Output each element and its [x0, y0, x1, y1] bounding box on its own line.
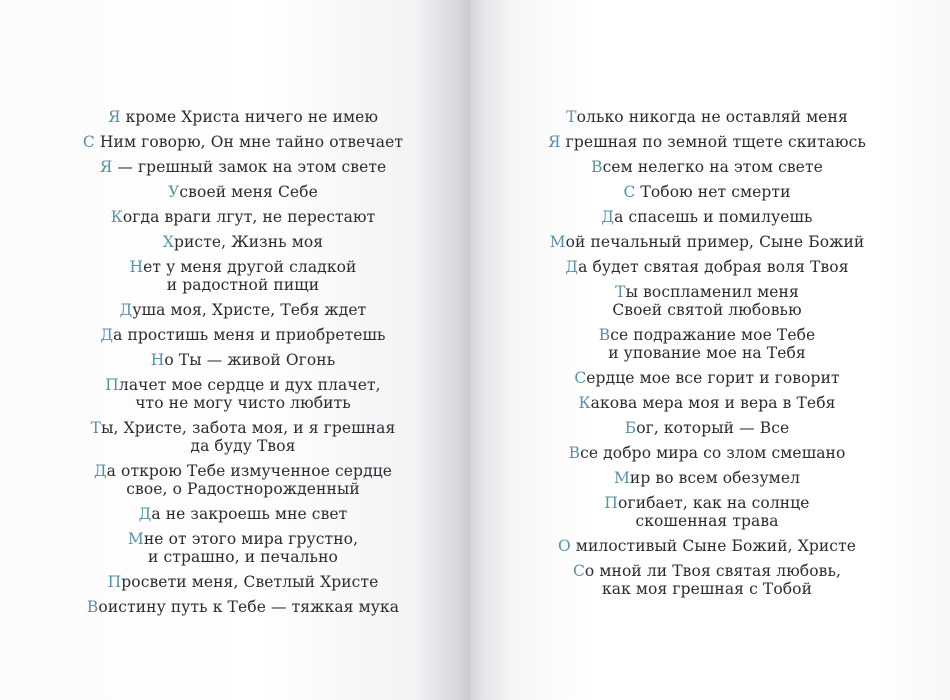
verse [470, 108, 944, 126]
verse-initial: Д [138, 505, 152, 523]
verse-line [470, 258, 944, 276]
verse-text: а открою Тебе измученное сердце [106, 462, 393, 480]
verse [470, 258, 944, 276]
verse-line [16, 437, 470, 455]
verse-line [16, 419, 470, 437]
verse-text: не от этого мира грустно, [143, 530, 359, 548]
verse-initial: П [105, 376, 119, 394]
verse-text: и радостной пищи [166, 276, 320, 294]
verse-text: а спасешь и помилуешь [614, 208, 813, 226]
verse-text: огда враги лгут, не перестают [122, 208, 376, 226]
verse-line [470, 108, 944, 126]
verse-initial: В [598, 326, 611, 344]
verse-line [470, 158, 944, 176]
verse [470, 537, 944, 555]
verse-initial: Д [565, 258, 579, 276]
verse-line [470, 494, 944, 512]
verse-initial: Д [93, 462, 107, 480]
verse-initial: Д [601, 208, 615, 226]
verse-text: ристе, Жизнь моя [173, 233, 324, 251]
verse-text: оистину путь к Тебе — тяжкая мука [98, 598, 400, 616]
right-page [470, 0, 950, 700]
verse-text: грешная по земной тщете скитаюсь [560, 133, 866, 151]
verse-initial: В [591, 158, 603, 176]
verse-line [470, 344, 944, 362]
verse-line [470, 469, 944, 487]
verse-initial: К [578, 394, 591, 412]
verse-text: акова мера моя и вера в Тебя [590, 394, 836, 412]
verse-line [470, 444, 944, 462]
verse-text: Своей святой любовью [612, 301, 802, 319]
verse-text: что не могу чисто любить [135, 394, 351, 412]
verse-text: а будет святая добрая воля Твоя [578, 258, 849, 276]
verse-text: о мной ли Твоя святая любовь, [584, 562, 842, 580]
verse-initial: К [110, 208, 123, 226]
verse-initial: М [613, 469, 630, 487]
verse-initial: Д [100, 326, 114, 344]
verse-text: огибает, как на солнце [618, 494, 810, 512]
verse-text: се подражание мое Тебе [610, 326, 816, 344]
verse-line [16, 573, 470, 591]
verse-text: ы воспламенил меня [625, 283, 799, 301]
verse-line [470, 233, 944, 251]
verse-line [470, 208, 944, 226]
verse [470, 183, 944, 201]
verse-initial: Я [99, 158, 113, 176]
verse-text: олько никогда не оставляй меня [576, 108, 848, 126]
verse-initial: С [82, 133, 95, 151]
verse [470, 283, 944, 319]
verse-text: а простишь меня и приобретешь [113, 326, 386, 344]
verse-initial: Т [615, 283, 626, 301]
verse-text: ы, Христе, забота моя, и я грешная [101, 419, 396, 437]
verse-line [16, 394, 470, 412]
verse-line [470, 394, 944, 412]
verse-line [16, 183, 470, 201]
verse [470, 562, 944, 598]
verse [16, 301, 470, 319]
verse [16, 530, 470, 566]
verse-text: да буду Твоя [190, 437, 296, 455]
verse [16, 133, 470, 151]
verse-text: Ним говорю, Он мне тайно отвечает [94, 133, 404, 151]
verse-initial: В [568, 444, 581, 462]
verse-line [470, 326, 944, 344]
verse-text: ет у меня другой сладкой [143, 258, 357, 276]
verse-text: лачет мое сердце и дух плачет, [118, 376, 381, 394]
verse [16, 233, 470, 251]
verse [16, 376, 470, 412]
left-verse-list [0, 108, 470, 623]
verse-line [16, 258, 470, 276]
verse-line [16, 505, 470, 523]
verse-initial: У [168, 183, 180, 201]
verse [16, 419, 470, 455]
verse-line [16, 133, 470, 151]
verse-line [470, 580, 944, 598]
verse-text: своей меня Себе [179, 183, 318, 201]
verse [470, 158, 944, 176]
verse-line [470, 133, 944, 151]
verse-line [470, 301, 944, 319]
verse-text: милостивый Сыне Божий, Христе [570, 537, 857, 555]
verse-initial: Т [90, 419, 102, 437]
verse-initial: М [127, 530, 144, 548]
verse-line [470, 419, 944, 437]
verse [16, 326, 470, 344]
verse-line [470, 283, 944, 301]
verse-line [16, 158, 470, 176]
verse [470, 419, 944, 437]
verse-initial: Д [119, 301, 133, 319]
verse-line [16, 108, 470, 126]
verse-line [16, 530, 470, 548]
verse-initial: Я [107, 108, 121, 126]
verse-text: и упование мое на Тебя [608, 344, 806, 362]
verse-line [16, 480, 470, 498]
verse-initial: Я [548, 133, 561, 151]
verse-text: скошенная трава [635, 512, 779, 530]
verse-initial: Х [162, 233, 174, 251]
verse-line [16, 276, 470, 294]
verse-text: ог, который — Все [636, 419, 790, 437]
verse-initial: О [557, 537, 571, 555]
verse [16, 158, 470, 176]
verse [470, 494, 944, 530]
verse-line [16, 326, 470, 344]
verse-line [16, 208, 470, 226]
verse-text: как моя грешная с Тобой [601, 580, 813, 598]
verse [16, 183, 470, 201]
verse-initial: Б [624, 419, 637, 437]
verse-line [16, 376, 470, 394]
verse-text: а не закроешь мне свет [151, 505, 348, 523]
verse-text: ир во всем обезумел [629, 469, 801, 487]
verse-line [16, 233, 470, 251]
verse [16, 573, 470, 591]
verse [16, 351, 470, 369]
verse-text: ой печальный пример, Сыне Божий [565, 233, 865, 251]
verse-initial: С [623, 183, 636, 201]
verse-initial: С [574, 369, 587, 387]
verse-line [16, 462, 470, 480]
verse-line [470, 369, 944, 387]
verse-line [470, 537, 944, 555]
verse [470, 394, 944, 412]
verse [470, 326, 944, 362]
verse-initial: Н [129, 258, 144, 276]
verse [470, 469, 944, 487]
verse-text: о Ты — живой Огонь [164, 351, 336, 369]
verse-initial: В [86, 598, 99, 616]
verse-text: уша моя, Христе, Тебя ждет [132, 301, 367, 319]
verse-text: и страшно, и печально [148, 548, 338, 566]
verse-line [16, 301, 470, 319]
verse-text: — грешный замок на этом свете [112, 158, 387, 176]
verse-line [470, 512, 944, 530]
verse-text: Тобою нет смерти [635, 183, 791, 201]
verse-text: ердце мое все горит и говорит [586, 369, 840, 387]
verse [16, 258, 470, 294]
verse-line [16, 598, 470, 616]
verse-text: свое, о Радостнорожденный [126, 480, 360, 498]
verse [16, 108, 470, 126]
verse-line [16, 548, 470, 566]
verse [470, 444, 944, 462]
verse [16, 208, 470, 226]
verse-initial: П [604, 494, 619, 512]
verse-initial: С [572, 562, 585, 580]
right-verse-list [470, 108, 950, 605]
verse-initial: Т [566, 108, 577, 126]
verse-text: сем нелегко на этом свете [602, 158, 823, 176]
verse-line [470, 562, 944, 580]
left-page [0, 0, 470, 700]
verse [16, 462, 470, 498]
verse-line [470, 183, 944, 201]
verse [470, 233, 944, 251]
verse-line [16, 351, 470, 369]
verse-text: кроме Христа ничего не имею [120, 108, 379, 126]
verse-initial: М [549, 233, 566, 251]
verse [16, 505, 470, 523]
verse-text: росвети меня, Светлый Христе [121, 573, 379, 591]
verse [470, 133, 944, 151]
verse [470, 369, 944, 387]
verse [470, 208, 944, 226]
verse [16, 598, 470, 616]
verse-initial: Н [150, 351, 165, 369]
verse-text: се добро мира со злом смешано [580, 444, 846, 462]
verse-initial: П [107, 573, 122, 591]
